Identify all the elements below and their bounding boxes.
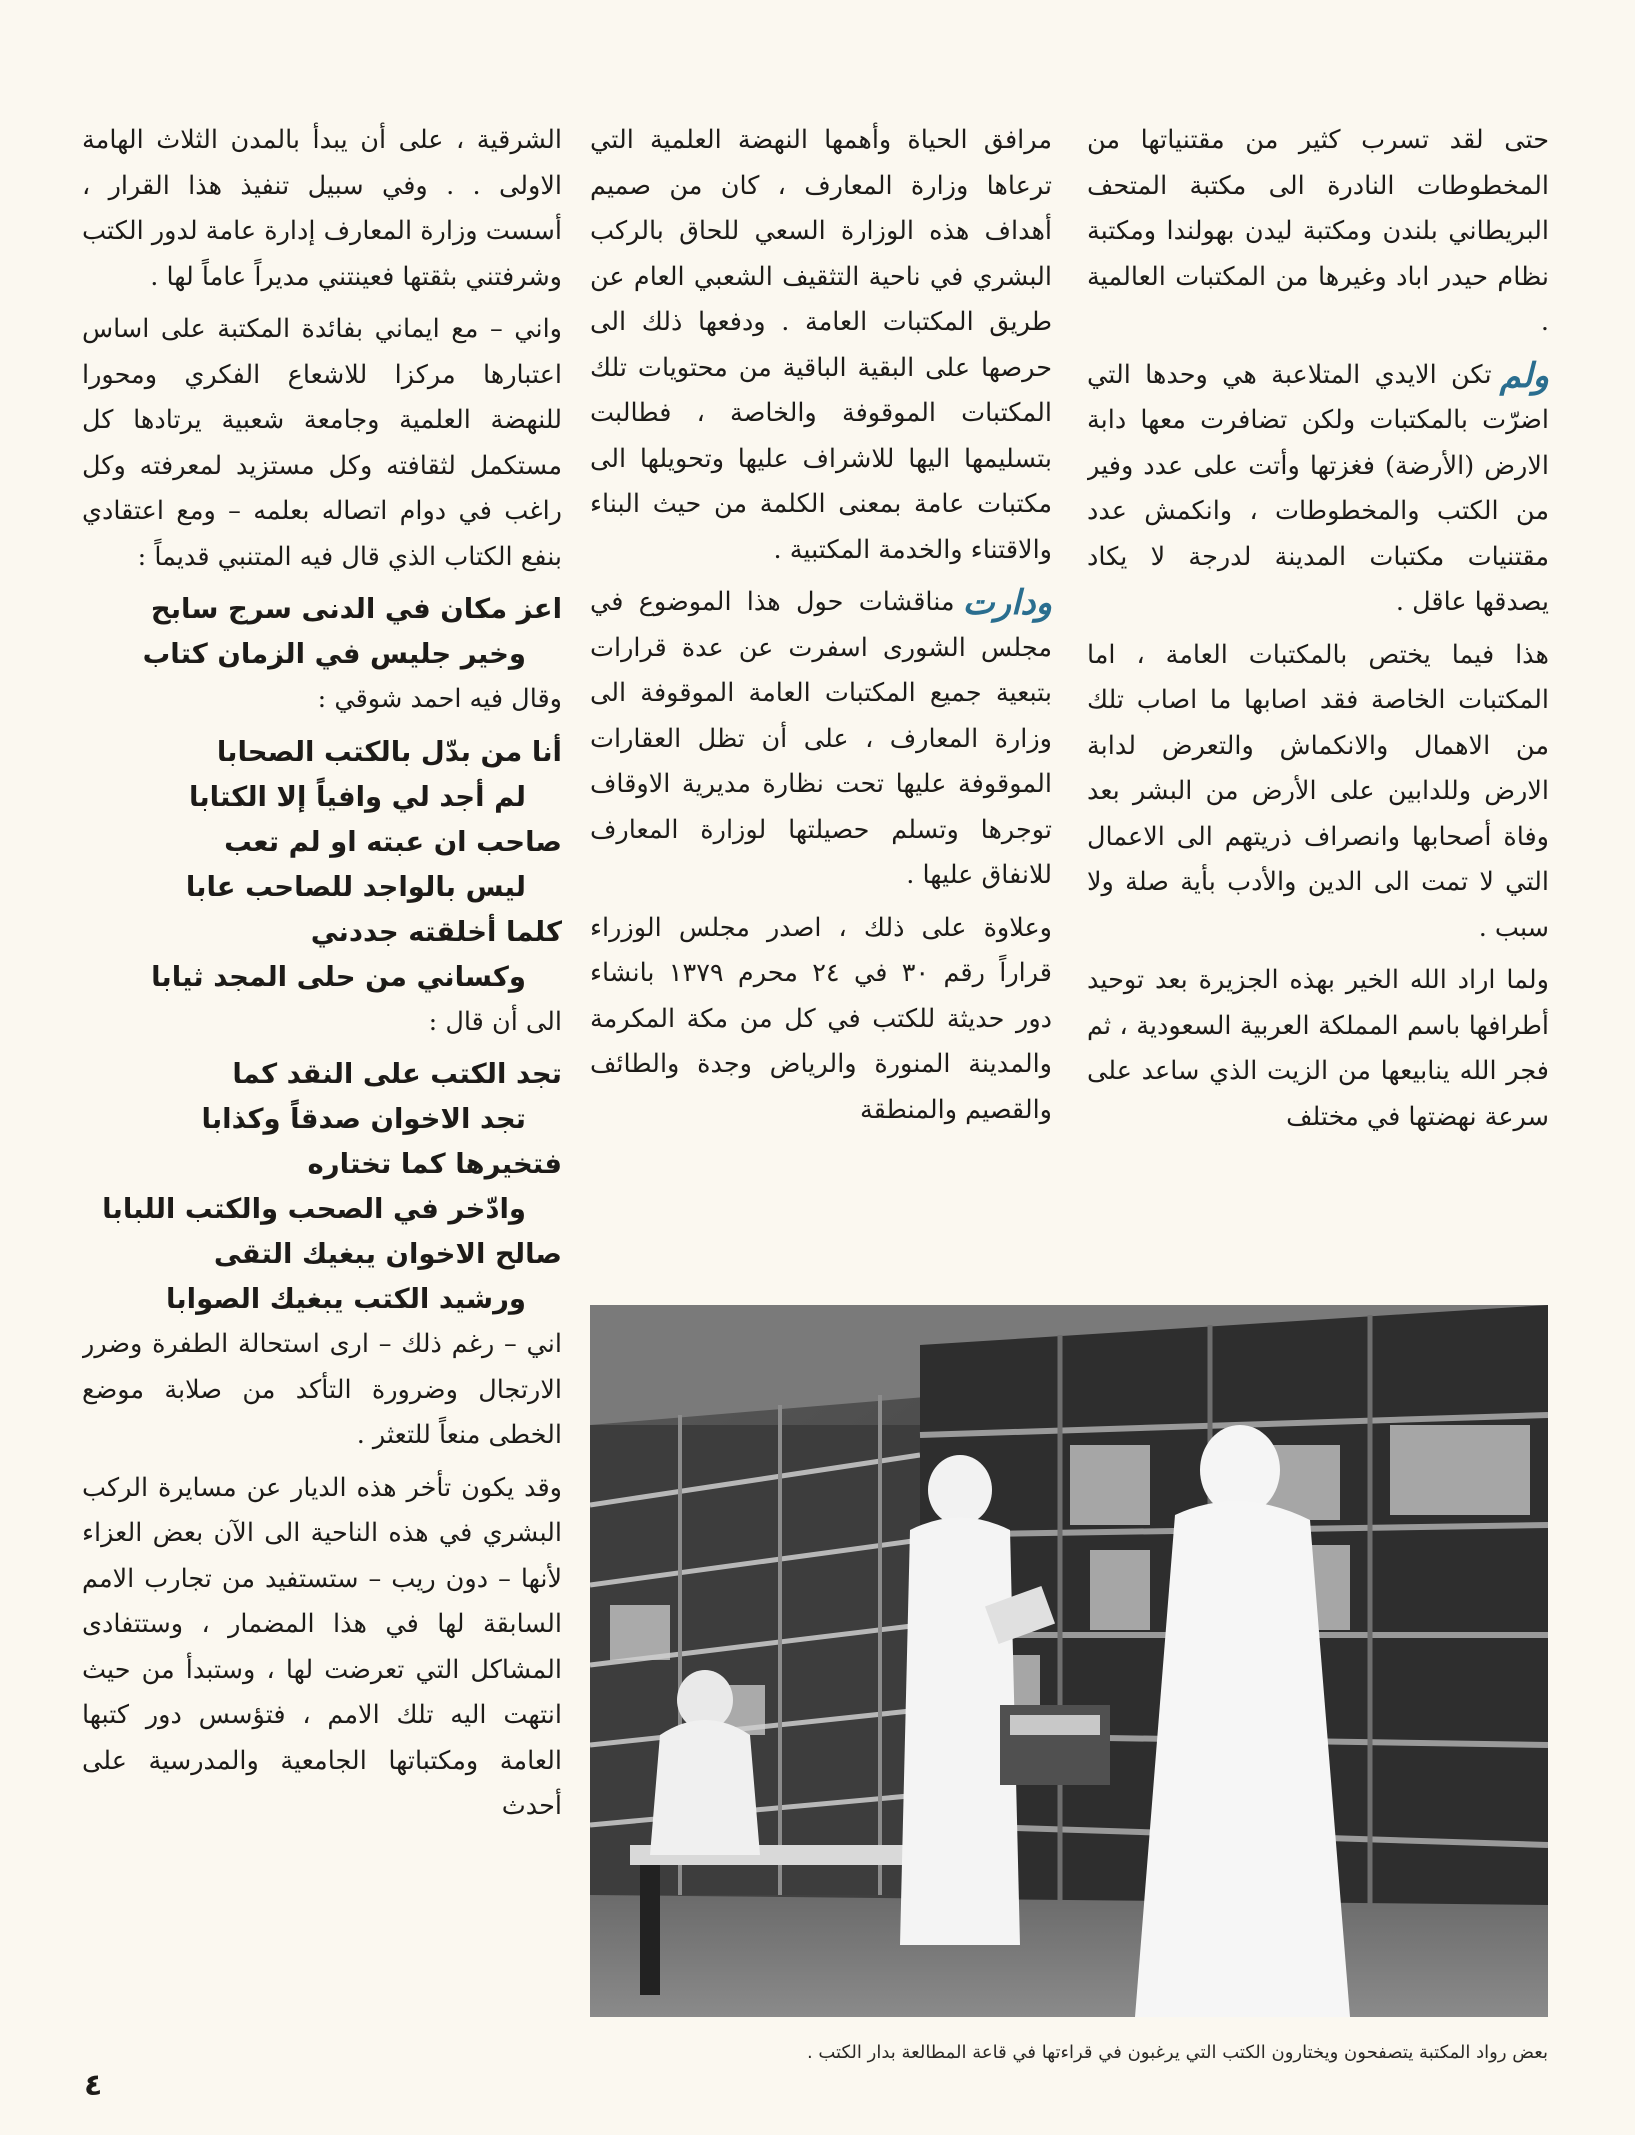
paragraph: هذا فيما يختص بالمكتبات العامة ، اما المكتبات الخاصة فقد اصابها ما اصاب تلك من الاهمال والانكماش والتعرض لدابة الارض وللدابين على الأرض من البشر بعد وفاة أصحابها وانصراف ذريتهم الى الاعمال التي لا تمت الى الدين والأدب بأية صلة ولا سبب . <box>1087 639 1549 943</box>
poem-verse: تجد الاخوان صدقاً وكذابا <box>201 1103 526 1135</box>
poem-verse: لم أجد لي وافياً إلا الكتابا <box>189 780 526 813</box>
text-column-middle <box>590 118 1052 1233</box>
photo-caption: بعض رواد المكتبة يتصفحون ويختارون الكتب التي يرغبون في قراءتها في قاعة المطالعة بدار الكتب . <box>806 2042 1548 2063</box>
poem-verse: ليس بالواجد للصاحب عابا <box>185 870 526 903</box>
paragraph: وقال فيه احمد شوقي : <box>317 684 562 714</box>
paragraph: مرافق الحياة وأهمها النهضة العلمية التي ترعاها وزارة المعارف ، كان من صميم أهداف هذه الوزارة السعي للحاق بالركب البشري في ناحية التثقيف الشعبي العام عن طريق المكتبات العامة . ودفعها ذلك الى حرصها على البقية الباقية من محتويات تلك المكتبات الموقوفة والخاصة ، فطالبت بتسليمها اليها للاشراف عليها وتحويلها الى مكتبات عامة بمعنى الكلمة من حيث البناء والاقتناء والخدمة المكتبية . <box>590 125 1052 565</box>
poem-verse: ورشيد الكتب يبغيك الصوابا <box>166 1283 526 1315</box>
paragraph <box>1087 353 1549 626</box>
paragraph: الى أن قال : <box>428 1006 562 1037</box>
paragraph: وعلاوة على ذلك ، اصدر مجلس الوزراء قراراً رقم ٣٠ في ٢٤ محرم ١٣٧٩ بانشاء دور حديثة للكتب في كل من مكة المكرمة والمدينة المنورة والرياض وجدة والطائف والقصيم والمنطقة <box>590 912 1052 1125</box>
library-photo-illustration <box>590 1305 1548 2017</box>
poem-verse: وخير جليس في الزمان كتاب <box>142 638 526 670</box>
text-column-left <box>82 118 562 2028</box>
poem-verse: صالح الاخوان يبغيك التقى <box>213 1238 562 1270</box>
paragraph: حتى لقد تسرب كثير من مقتنياتها من المخطوطات النادرة الى مكتبة المتحف البريطاني بلندن ومكتبة ليدن بهولندا ومكتبة نظام حيدر اباد وغيرها من المكتبات العالمية . <box>1087 125 1549 337</box>
poem-verse: فتخيرها كما تختاره <box>307 1148 562 1180</box>
decorative-initial-word: ودارت <box>962 583 1052 623</box>
paragraph: وقد يكون تأخر هذه الديار عن مسايرة الركب البشري في هذه الناحية الى الآن بعض العزاء لأنها – دون ريب – ستستفيد من تجارب الامم السابقة لها في هذا المضمار ، وستتفادى المشاكل التي تعرضت لها ، وستبدأ من حيث انتهت اليه تلك الامم ، فتؤسس دور كتبها العامة ومكتباتها الجامعية والمدرسية على أحدث <box>82 1472 562 1821</box>
poem-verse: اعز مكان في الدنى سرج سابح <box>150 593 562 625</box>
poem-verse: كلما أخلقته جددني <box>310 915 562 948</box>
paragraph: الشرقية ، على أن يبدأ بالمدن الثلاث الهامة الاولى . . وفي سبيل تنفيذ هذا القرار ، أسست وزارة المعارف إدارة عامة لدور الكتب وشرفتني بثقتها فعينتني مديراً عاماً لها . <box>82 125 562 292</box>
paragraph-text: مناقشات حول هذا الموضوع في مجلس الشورى اسفرت عن عدة قرارات بتبعية جميع المكتبات العامة الموقوفة الى وزارة المعارف ، على أن تظل العقارات الموقوفة عليها تحت نظارة مديرية الاوقاف توجرها وتسلم حصيلتها لوزارة المعارف للانفاق عليها . <box>590 587 1052 890</box>
paragraph: ولما اراد الله الخير بهذه الجزيرة بعد توحيد أطرافها باسم المملكة العربية السعودية ، ثم فجر الله ينابيعها من الزيت الذي ساعد على سرعة نهضتها في مختلف <box>1087 965 1549 1132</box>
poem-verse: وكساني من حلى المجد ثيابا <box>151 960 526 993</box>
poem-verse: تجد الكتب على النقد كما <box>232 1058 562 1090</box>
paragraph: واني – مع ايماني بفائدة المكتبة على اساس اعتبارها مركزا للاشعاع الفكري ومحورا للنهضة العلمية وجامعة شعبية يرتادها كل مستكمل لثقافته وكل مستزيد لمعرفته وكل راغب في دوام اتصاله بعلمه – ومع اعتقادي بنفع الكتاب الذي قال فيه المتنبي قديماً : <box>82 314 562 572</box>
text-column-right <box>1087 118 1549 1233</box>
paragraph <box>590 580 1052 899</box>
poem-verse: وادّخر في الصحب والكتب اللبابا <box>102 1193 526 1225</box>
page-number: ٤ <box>84 2068 103 2103</box>
library-photo <box>590 1305 1548 2017</box>
decorative-initial-word: ولم <box>1499 355 1549 396</box>
paragraph: اني – رغم ذلك – ارى استحالة الطفرة وضرر الارتجال وضرورة التأكد من صلابة موضع الخطى منعاً للتعثر . <box>82 1329 562 1450</box>
poem-verse: أنا من بدّل بالكتب الصحابا <box>216 735 562 768</box>
paragraph-text: تكن الايدي المتلاعبة هي وحدها التي اضرّت بالمكتبات ولكن تضافرت معها دابة الارض (الأرضة) فغزتها وأتت على عدد وفير من الكتب والمخطوطات ، وانكمش عدد مقتنيات مكتبات المدينة لدرجة لا يكاد يصدقها عاقل . <box>1087 359 1549 617</box>
poem-verse: صاحب ان عبته او لم تعب <box>224 825 562 858</box>
